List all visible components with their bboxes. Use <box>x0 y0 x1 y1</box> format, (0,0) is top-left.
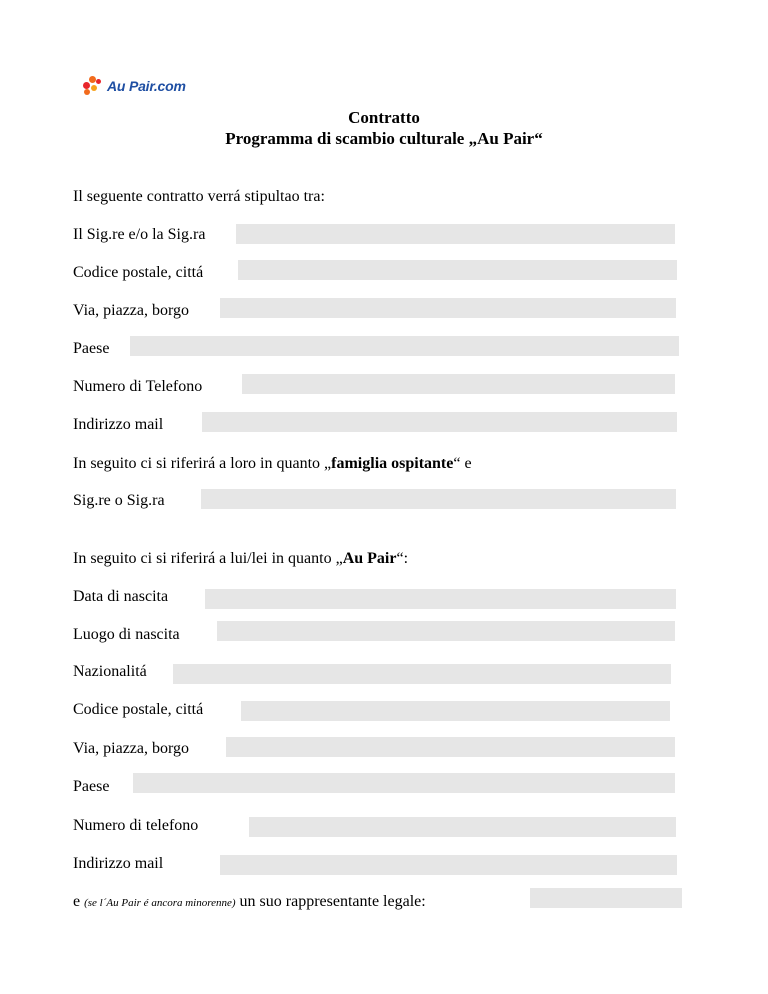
birthplace-field[interactable] <box>217 621 675 641</box>
host-email-field[interactable] <box>202 412 677 432</box>
aupair-logo <box>80 75 186 97</box>
host-street-label: Via, piazza, borgo <box>73 302 190 319</box>
document-subtitle: Programma di scambio culturale „Au Pair“ <box>225 129 543 148</box>
nationality-label: Nazionalitá <box>73 663 147 680</box>
logo-text: Au Pair.com <box>107 78 186 94</box>
host-postcode-label: Codice postale, cittá <box>73 264 204 281</box>
birthdate-label: Data di nascita <box>73 588 169 605</box>
host-email-label: Indirizzo mail <box>73 416 164 433</box>
host-reference-text: In seguito ci si riferirá a loro in quanto „famiglia ospitante“ e <box>73 455 472 472</box>
aupair-country-field[interactable] <box>133 773 675 793</box>
host-street-field[interactable] <box>220 298 676 318</box>
aupair-country-label: Paese <box>73 778 110 795</box>
birthdate-field[interactable] <box>205 589 676 609</box>
aupair-email-field[interactable] <box>220 855 677 875</box>
guardian-text: e (se l´Au Pair é ancora minorenne) un suo rappresentante legale: <box>73 893 426 910</box>
guardian-field[interactable] <box>530 888 682 908</box>
host-postcode-field[interactable] <box>238 260 677 280</box>
host-phone-label: Numero di Telefono <box>73 378 203 395</box>
aupair-email-label: Indirizzo mail <box>73 855 164 872</box>
host-family-term: famiglia ospitante <box>331 455 454 472</box>
aupair-phone-field[interactable] <box>249 817 676 837</box>
aupair-postcode-field[interactable] <box>241 701 670 721</box>
aupair-street-field[interactable] <box>226 737 675 757</box>
aupair-phone-label: Numero di telefono <box>73 817 199 834</box>
aupair-postcode-label: Codice postale, cittá <box>73 701 204 718</box>
intro-text: Il seguente contratto verrá stipultao tra: <box>73 188 325 205</box>
aupair-street-label: Via, piazza, borgo <box>73 740 190 757</box>
host-name-label: Il Sig.re e/o la Sig.ra <box>73 226 206 243</box>
document-title: Contratto <box>348 108 420 127</box>
aupair-name-label: Sig.re o Sig.ra <box>73 492 165 509</box>
aupair-term: Au Pair <box>342 550 397 567</box>
flower-logo-icon <box>80 75 106 97</box>
birthplace-label: Luogo di nascita <box>73 626 180 643</box>
host-country-field[interactable] <box>130 336 679 356</box>
minor-note: (se l´Au Pair é ancora minorenne) <box>84 897 236 909</box>
host-phone-field[interactable] <box>242 374 675 394</box>
aupair-reference-text: In seguito ci si riferirá a lui/lei in quanto „Au Pair“: <box>73 550 409 567</box>
aupair-name-field[interactable] <box>201 489 676 509</box>
host-name-field[interactable] <box>236 224 675 244</box>
host-country-label: Paese <box>73 340 110 357</box>
nationality-field[interactable] <box>173 664 671 684</box>
